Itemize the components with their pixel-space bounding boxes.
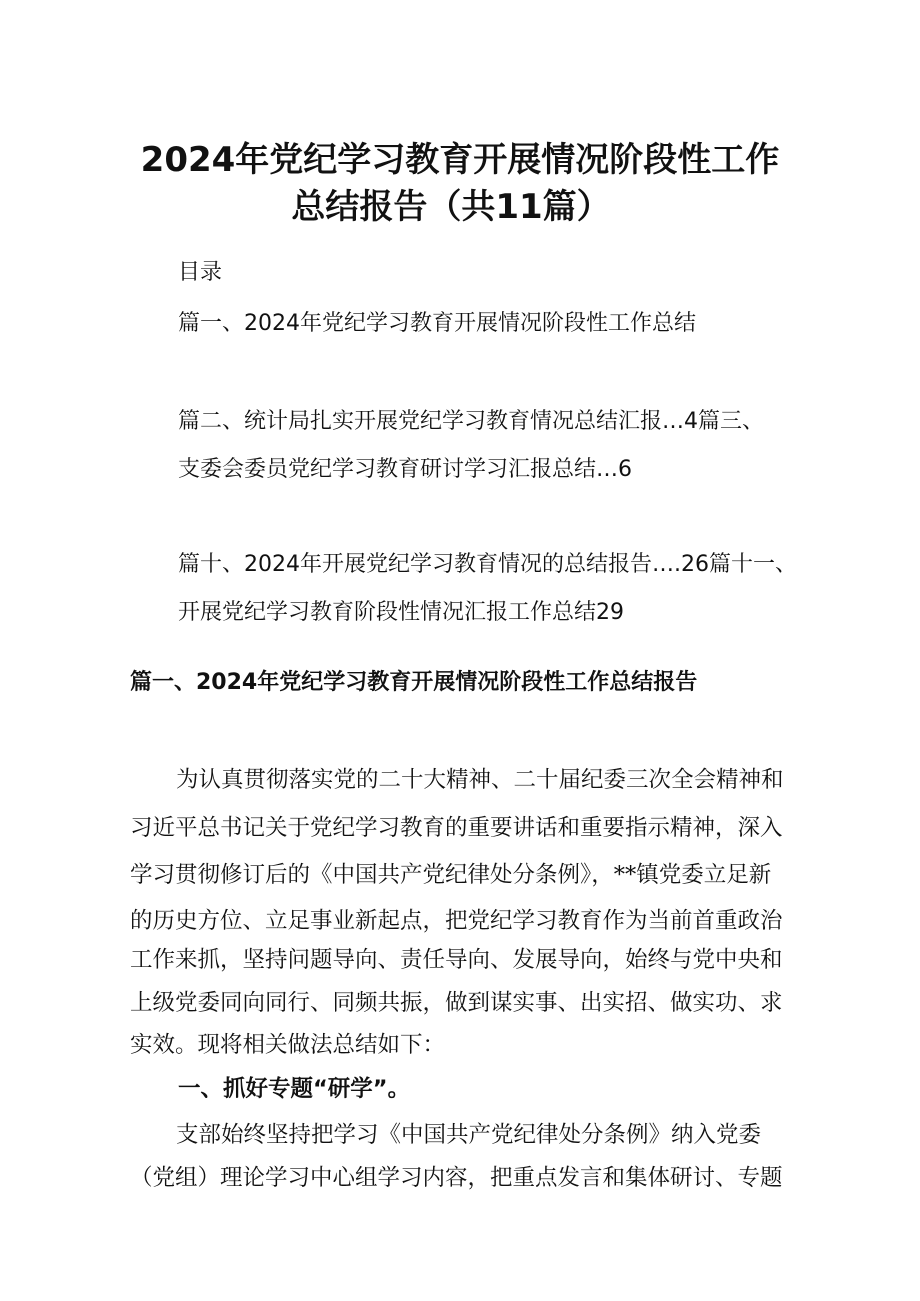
toc-entry-3-line-1: 篇十、2024年开展党纪学习教育情况的总结报告….26篇十一、	[178, 552, 797, 577]
body-paragraph-line: 工作来抓，坚持问题导向、责任导向、发展导向，始终与党中央和	[130, 947, 783, 973]
body-paragraph-line: 实效。现将相关做法总结如下：	[130, 1032, 446, 1058]
toc-entry-1: 篇一、2024年党纪学习教育开展情况阶段性工作总结	[178, 311, 696, 336]
section-title: 篇一、2024年党纪学习教育开展情况阶段性工作总结报告	[130, 670, 698, 695]
toc-entry-3-line-2: 开展党纪学习教育阶段性情况汇报工作总结29	[178, 600, 624, 625]
document-title-line-2: 总结报告（共11篇）	[291, 187, 611, 227]
toc-heading: 目录	[178, 260, 223, 285]
body-paragraph-line: 习近平总书记关于党纪学习教育的重要讲话和重要指示精神，深入	[130, 815, 783, 841]
body-paragraph-line: 为认真贯彻落实党的二十大精神、二十届纪委三次全会精神和	[176, 767, 784, 793]
toc-entry-2-line-1: 篇二、统计局扎实开展党纪学习教育情况总结汇报…4篇三、	[178, 409, 764, 434]
body-paragraph-line: 的历史方位、立足事业新起点，把党纪学习教育作为当前首重政治	[130, 908, 783, 934]
body-paragraph-line: （党组）理论学习中心组学习内容，把重点发言和集体研讨、专题	[130, 1165, 783, 1191]
subheading-1: 一、抓好专题“研学”。	[178, 1076, 411, 1102]
body-paragraph-line: 学习贯彻修订后的《中国共产党纪律处分条例》，**镇党委立足新	[130, 862, 772, 888]
body-paragraph-line: 上级党委同向同行、同频共振，做到谋实事、出实招、做实功、求	[130, 990, 783, 1016]
toc-entry-2-line-2: 支委会委员党纪学习教育研讨学习汇报总结…6	[178, 457, 632, 482]
body-paragraph-line: 支部始终坚持把学习《中国共产党纪律处分条例》纳入党委	[176, 1122, 762, 1148]
document-title-line-1: 2024年党纪学习教育开展情况阶段性工作	[140, 140, 780, 180]
